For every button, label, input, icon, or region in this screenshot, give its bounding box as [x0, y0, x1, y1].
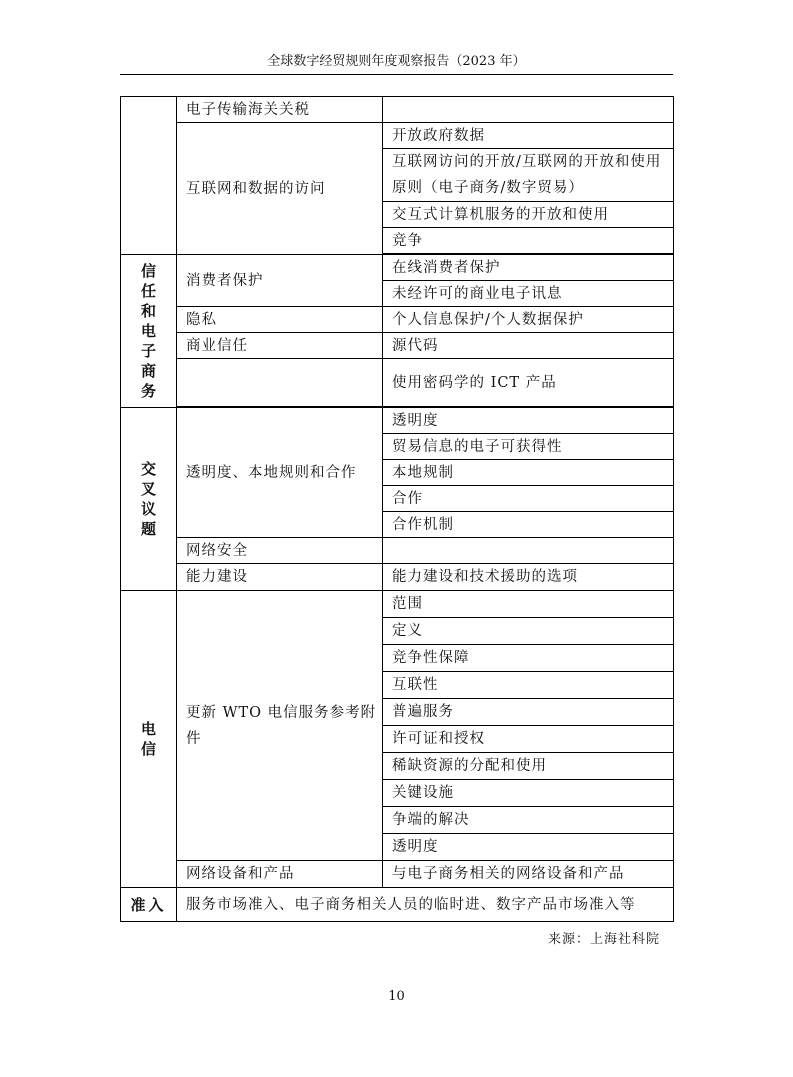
category-cell-trust: 信任和电子商务	[121, 255, 177, 408]
subtopic-cell: 互联网访问的开放/互联网的开放和使用原则（电子商务/数字贸易）	[383, 149, 674, 202]
table-row	[121, 333, 674, 359]
source-note: 来源：上海社科院	[547, 932, 660, 947]
subtopic-cell: 未经许可的商业电子讯息	[383, 281, 674, 307]
subtopic-cell: 许可证和授权	[383, 726, 674, 753]
subtopic-cell: 开放政府数据	[383, 123, 674, 149]
subtopic-cell: 定义	[383, 618, 674, 645]
table-row	[121, 123, 674, 149]
subtopic-cell: 源代码	[383, 333, 674, 359]
category-cell-continued	[121, 97, 177, 255]
subtopic-cell	[383, 97, 674, 123]
category-cell-cross: 交叉议题	[121, 408, 177, 591]
access-summary-cell: 服务市场准入、电子商务相关人员的临时进、数字产品市场准入等	[177, 888, 674, 922]
subtopic-cell: 范围	[383, 591, 674, 618]
category-cell-telecom: 电信	[121, 591, 177, 888]
table-row	[121, 538, 674, 564]
table-row	[121, 255, 674, 281]
table-row	[121, 408, 674, 434]
topic-cell: 能力建设	[177, 564, 383, 591]
subtopic-cell: 贸易信息的电子可获得性	[383, 434, 674, 460]
subtopic-cell: 交互式计算机服务的开放和使用	[383, 202, 674, 228]
subtopic-cell: 竞争	[383, 228, 674, 254]
subtopic-cell: 透明度	[383, 408, 674, 434]
table-row	[121, 307, 674, 333]
table-row	[121, 97, 674, 123]
rules-table	[120, 96, 674, 922]
table-row	[121, 888, 674, 922]
topic-cell: 更新 WTO 电信服务参考附件	[177, 591, 383, 861]
topic-cell: 互联网和数据的访问	[177, 123, 383, 255]
table-row	[121, 359, 674, 407]
topic-cell: 电子传输海关关税	[177, 97, 383, 123]
table-row	[121, 564, 674, 591]
topic-cell: 消费者保护	[177, 255, 383, 307]
subtopic-cell: 合作机制	[383, 512, 674, 538]
topic-cell: 网络安全	[177, 538, 383, 564]
subtopic-cell: 稀缺资源的分配和使用	[383, 753, 674, 780]
subtopic-cell: 与电子商务相关的网络设备和产品	[383, 861, 674, 888]
topic-cell: 网络设备和产品	[177, 861, 383, 888]
subtopic-cell: 互联性	[383, 672, 674, 699]
subtopic-cell: 透明度	[383, 834, 674, 861]
subtopic-cell: 普遍服务	[383, 699, 674, 726]
subtopic-cell: 关键设施	[383, 780, 674, 807]
table-row	[121, 861, 674, 888]
topic-cell: 透明度、本地规则和合作	[177, 408, 383, 538]
topic-cell: 商业信任	[177, 333, 383, 359]
subtopic-cell: 本地规制	[383, 460, 674, 486]
subtopic-cell: 在线消费者保护	[383, 255, 674, 281]
subtopic-cell: 使用密码学的 ICT 产品	[383, 359, 674, 407]
page-number: 10	[388, 989, 405, 1004]
subtopic-cell: 能力建设和技术援助的选项	[383, 564, 674, 591]
table-row	[121, 591, 674, 618]
subtopic-cell	[383, 538, 674, 564]
subtopic-cell: 争端的解决	[383, 807, 674, 834]
subtopic-cell: 竞争性保障	[383, 645, 674, 672]
topic-cell-empty	[177, 359, 383, 407]
running-header: 全球数字经贸规则年度观察报告（2023 年）	[120, 52, 673, 75]
topic-cell: 隐私	[177, 307, 383, 333]
subtopic-cell: 个人信息保护/个人数据保护	[383, 307, 674, 333]
category-cell-access: 准入	[121, 888, 177, 922]
subtopic-cell: 合作	[383, 486, 674, 512]
